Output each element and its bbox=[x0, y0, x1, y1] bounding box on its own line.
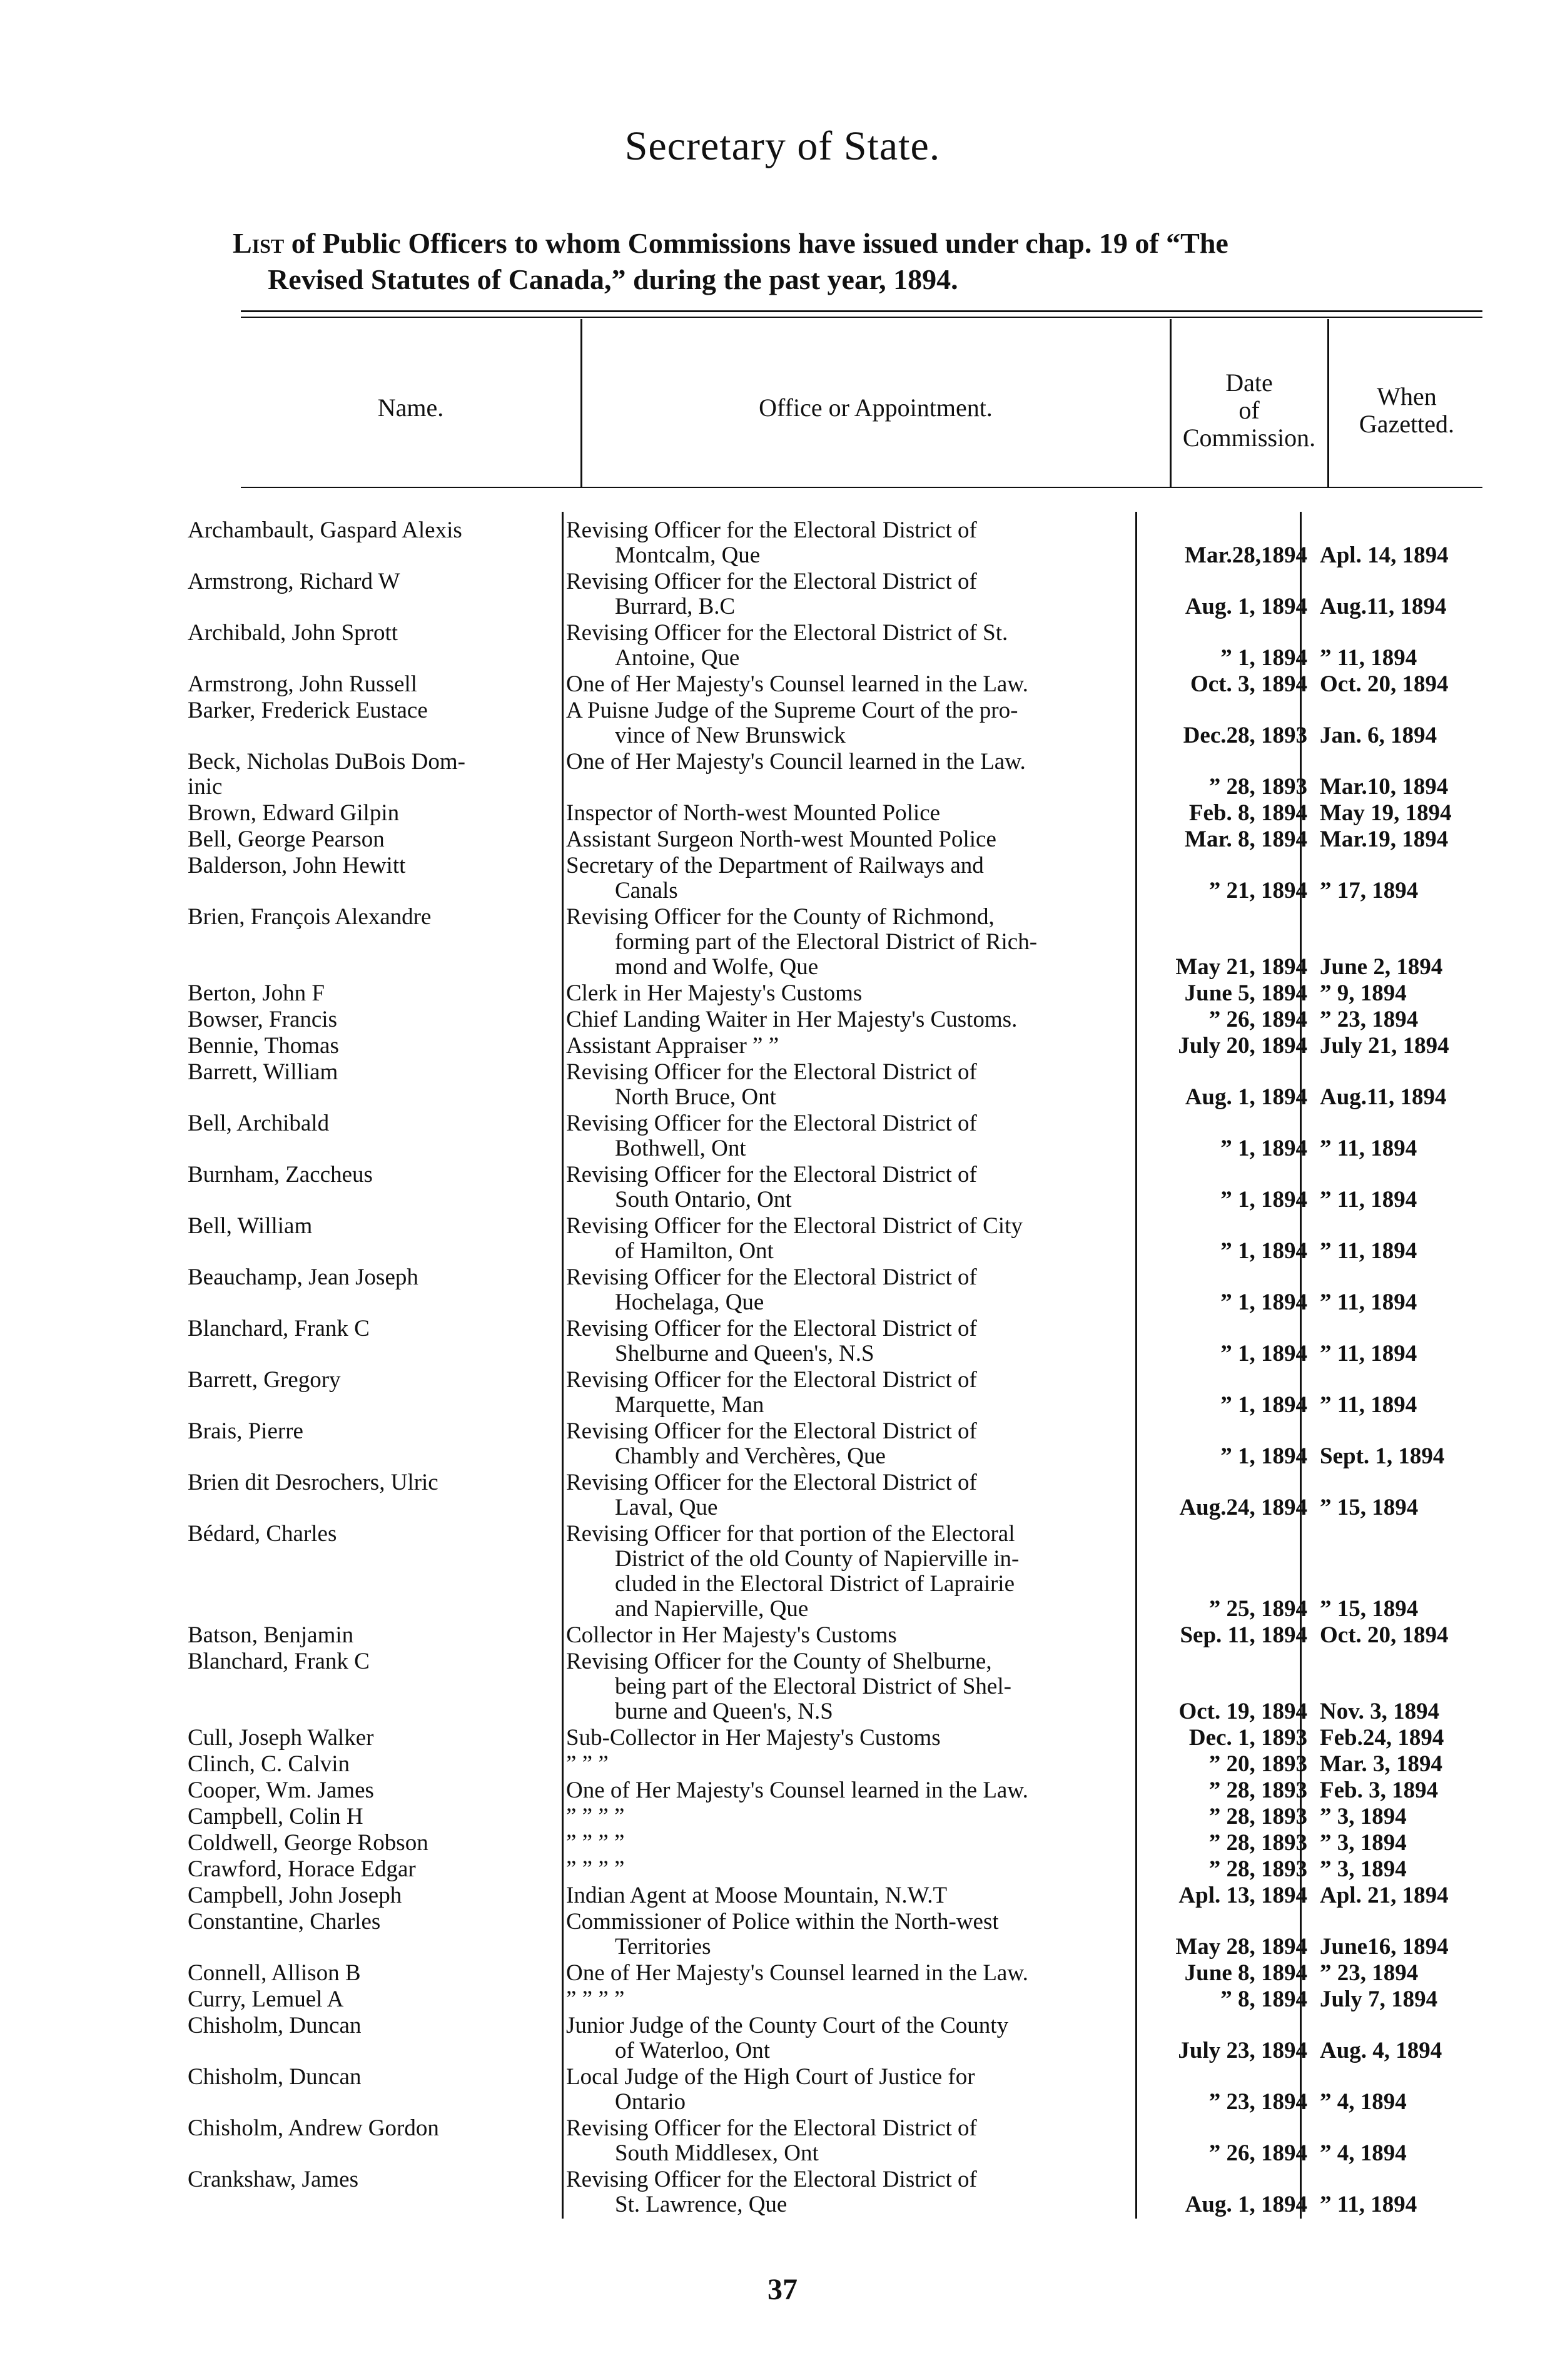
commission-date: ” 25, 1894 bbox=[1208, 1596, 1307, 1622]
office-line: ” ” ” bbox=[566, 1752, 609, 1777]
officer-name-line: Clinch, C. Calvin bbox=[188, 1752, 350, 1777]
officer-name-line: Connell, Allison B bbox=[188, 1961, 361, 1986]
commission-date: ” 21, 1894 bbox=[1208, 878, 1307, 903]
office-line: Revising Officer for the Electoral District of bbox=[566, 1162, 977, 1187]
gazetted-date: Feb.24, 1894 bbox=[1320, 1725, 1444, 1751]
gazetted-date: ” 11, 1894 bbox=[1320, 1289, 1417, 1315]
commission-date: ” 26, 1894 bbox=[1208, 2140, 1307, 2166]
commission-date: May 28, 1894 bbox=[1175, 1934, 1307, 1960]
gazetted-date: ” 11, 1894 bbox=[1320, 2192, 1417, 2217]
office-line: One of Her Majesty's Counsel learned in the Law. bbox=[566, 1961, 1028, 1986]
gazetted-date: July 21, 1894 bbox=[1320, 1033, 1449, 1059]
office-line: Revising Officer for the Electoral District of bbox=[566, 1265, 977, 1290]
gazetted-date: ” 15, 1894 bbox=[1320, 1596, 1419, 1622]
top-rule bbox=[241, 310, 1482, 312]
officer-name bbox=[188, 698, 557, 723]
office-line: Collector in Her Majesty's Customs bbox=[566, 1623, 897, 1648]
office-line: Revising Officer for the Electoral District of bbox=[566, 1316, 977, 1341]
officer-name bbox=[188, 1883, 557, 1908]
commission-date: June 8, 1894 bbox=[1184, 1960, 1307, 1986]
date-header-line-3: Commission. bbox=[1182, 424, 1316, 452]
office-line: Assistant Appraiser ” ” bbox=[566, 1034, 779, 1059]
column-header-date bbox=[1171, 369, 1327, 452]
officer-name-line: inic bbox=[188, 774, 223, 800]
officer-name-line: Berton, John F bbox=[188, 981, 325, 1006]
officer-name-line: Curry, Lemuel A bbox=[188, 1987, 344, 2012]
officer-name bbox=[188, 1368, 557, 1393]
gazetted-date: Aug.11, 1894 bbox=[1320, 594, 1447, 619]
commission-date: ” 28, 1893 bbox=[1208, 774, 1307, 800]
office-line: Revising Officer for the Electoral District of bbox=[566, 569, 977, 594]
officer-name bbox=[188, 672, 557, 697]
officer-name-line: Brown, Edward Gilpin bbox=[188, 801, 400, 826]
office-line: Burrard, B.C bbox=[615, 594, 736, 619]
gazetted-date: Oct. 20, 1894 bbox=[1320, 671, 1449, 697]
office-line: Commissioner of Police within the North-west bbox=[566, 1910, 999, 1935]
officer-name bbox=[188, 750, 557, 800]
office-line: Clerk in Her Majesty's Customs bbox=[566, 981, 863, 1006]
office-line: Revising Officer for the Electoral District of bbox=[566, 1111, 977, 1136]
gazetted-header-line-1: When bbox=[1377, 382, 1437, 410]
body-divider-office bbox=[1135, 512, 1137, 2219]
commission-date: Aug. 1, 1894 bbox=[1185, 1084, 1307, 1110]
gazetted-date: ” 11, 1894 bbox=[1320, 1238, 1417, 1264]
officer-name bbox=[188, 1060, 557, 1085]
gazetted-date: ” 3, 1894 bbox=[1320, 1830, 1407, 1856]
office-line: Canals bbox=[615, 878, 678, 903]
officer-name bbox=[188, 518, 557, 543]
office-line: of Waterloo, Ont bbox=[615, 2038, 771, 2063]
officer-name bbox=[188, 1162, 557, 1187]
gazetted-date: Mar.19, 1894 bbox=[1320, 826, 1449, 852]
commission-date: ” 1, 1894 bbox=[1220, 1289, 1307, 1315]
officer-name-line: Barrett, Gregory bbox=[188, 1368, 341, 1393]
office-line: Revising Officer for that portion of the Electoral bbox=[566, 1522, 1015, 1547]
gazetted-date: ” 11, 1894 bbox=[1320, 645, 1417, 671]
officer-name bbox=[188, 1316, 557, 1341]
office-line: Antoine, Que bbox=[615, 645, 740, 671]
office-line: Revising Officer for the Electoral District of City bbox=[566, 1214, 1023, 1239]
gazetted-date: Aug. 4, 1894 bbox=[1320, 2038, 1442, 2063]
commission-date: ” 26, 1894 bbox=[1208, 1007, 1307, 1032]
officer-name bbox=[188, 2065, 557, 2090]
officer-name-line: Batson, Benjamin bbox=[188, 1623, 354, 1648]
officer-name-line: Bell, Archibald bbox=[188, 1111, 330, 1136]
gazetted-date: Mar.10, 1894 bbox=[1320, 774, 1449, 800]
body-divider-date bbox=[1300, 512, 1302, 2219]
office-line: Revising Officer for the Electoral District of St. bbox=[566, 621, 1008, 646]
office-line: Revising Officer for the County of Richmond, bbox=[566, 905, 995, 930]
office-line: Bothwell, Ont bbox=[615, 1136, 746, 1161]
office-line: Revising Officer for the Electoral District of bbox=[566, 2116, 977, 2141]
commission-date: ” 23, 1894 bbox=[1208, 2089, 1307, 2115]
date-header-line-2: of bbox=[1238, 396, 1260, 424]
office-line: mond and Wolfe, Que bbox=[615, 954, 819, 980]
commission-date: Mar. 8, 1894 bbox=[1185, 826, 1307, 852]
commission-date: June 5, 1894 bbox=[1184, 980, 1307, 1006]
officer-name bbox=[188, 853, 557, 878]
office-line: North Bruce, Ont bbox=[615, 1084, 776, 1110]
commission-date: ” 1, 1894 bbox=[1220, 1238, 1307, 1264]
office-line: A Puisne Judge of the Supreme Court of the pro- bbox=[566, 698, 1018, 723]
office-line: Local Judge of the High Court of Justice for bbox=[566, 2065, 975, 2090]
header-rule bbox=[241, 487, 1482, 488]
officer-name bbox=[188, 1470, 557, 1495]
officer-name bbox=[188, 981, 557, 1006]
commission-date: Aug. 1, 1894 bbox=[1185, 2192, 1307, 2217]
officer-name-line: Chisholm, Andrew Gordon bbox=[188, 2116, 439, 2141]
office-line: being part of the Electoral District of Shel- bbox=[615, 1674, 1011, 1699]
officer-name-line: Bowser, Francis bbox=[188, 1007, 337, 1032]
office-line: Secretary of the Department of Railways and bbox=[566, 853, 984, 878]
office-line: One of Her Majesty's Counsel learned in the Law. bbox=[566, 672, 1028, 697]
gazetted-date: Apl. 14, 1894 bbox=[1320, 542, 1449, 568]
officer-name-line: Cull, Joseph Walker bbox=[188, 1726, 374, 1751]
gazetted-date: ” 23, 1894 bbox=[1320, 1960, 1419, 1986]
office-line: Shelburne and Queen's, N.S bbox=[615, 1341, 874, 1366]
office-line: Revising Officer for the Electoral District of bbox=[566, 1368, 977, 1393]
gazetted-date: Nov. 3, 1894 bbox=[1320, 1699, 1440, 1724]
officer-name-line: Coldwell, George Robson bbox=[188, 1831, 428, 1856]
gazetted-date: Feb. 3, 1894 bbox=[1320, 1777, 1439, 1803]
gazetted-date: ” 23, 1894 bbox=[1320, 1007, 1419, 1032]
gazetted-date: ” 4, 1894 bbox=[1320, 2140, 1407, 2166]
officer-name-line: Balderson, John Hewitt bbox=[188, 853, 406, 878]
officer-name-line: Bennie, Thomas bbox=[188, 1034, 339, 1059]
office-line: St. Lawrence, Que bbox=[615, 2192, 788, 2217]
officer-name bbox=[188, 1961, 557, 1986]
commission-date: ” 1, 1894 bbox=[1220, 1136, 1307, 1161]
commission-date: ” 8, 1894 bbox=[1220, 1986, 1307, 2012]
office-appointment bbox=[566, 750, 1323, 775]
gazetted-date: ” 11, 1894 bbox=[1320, 1392, 1417, 1418]
office-line: ” ” ” ” bbox=[566, 1831, 625, 1856]
office-line: forming part of the Electoral District of Rich- bbox=[615, 929, 1038, 955]
caption-line-2: Revised Statutes of Canada,” during the past year, 1894. bbox=[268, 263, 958, 295]
commission-date: Sep. 11, 1894 bbox=[1180, 1622, 1307, 1648]
officer-name bbox=[188, 827, 557, 852]
commission-date: ” 1, 1894 bbox=[1220, 1392, 1307, 1418]
officer-name bbox=[188, 1034, 557, 1059]
office-line: Assistant Surgeon North-west Mounted Police bbox=[566, 827, 996, 852]
officer-name-line: Crawford, Horace Edgar bbox=[188, 1857, 416, 1882]
officer-name bbox=[188, 1623, 557, 1648]
office-line: Territories bbox=[615, 1934, 711, 1960]
office-line: Revising Officer for the Electoral District of bbox=[566, 1470, 977, 1495]
officer-name bbox=[188, 1857, 557, 1882]
officer-name-line: Archibald, John Sprott bbox=[188, 621, 398, 646]
officer-name bbox=[188, 1007, 557, 1032]
body-divider-name bbox=[562, 512, 564, 2219]
gazetted-date: ” 11, 1894 bbox=[1320, 1136, 1417, 1161]
commission-date: Feb. 8, 1894 bbox=[1188, 800, 1307, 826]
officer-name bbox=[188, 1752, 557, 1777]
office-line: Revising Officer for the Electoral District of bbox=[566, 1060, 977, 1085]
office-line: Inspector of North-west Mounted Police bbox=[566, 801, 941, 826]
gazetted-date: Sept. 1, 1894 bbox=[1320, 1443, 1445, 1469]
gazetted-date: ” 15, 1894 bbox=[1320, 1495, 1419, 1520]
commission-date: Aug. 1, 1894 bbox=[1185, 594, 1307, 619]
gazetted-date: ” 4, 1894 bbox=[1320, 2089, 1407, 2115]
office-line: Chambly and Verchères, Que bbox=[615, 1443, 886, 1469]
commission-date: Mar.28,1894 bbox=[1185, 542, 1307, 568]
office-line: South Middlesex, Ont bbox=[615, 2140, 819, 2166]
office-line: Chief Landing Waiter in Her Majesty's Customs. bbox=[566, 1007, 1018, 1032]
officer-name bbox=[188, 2013, 557, 2038]
commission-date: Dec. 1, 1893 bbox=[1188, 1725, 1307, 1751]
officer-name-line: Beauchamp, Jean Joseph bbox=[188, 1265, 418, 1290]
gazetted-date: June 2, 1894 bbox=[1320, 954, 1443, 980]
officer-name-line: Burnham, Zaccheus bbox=[188, 1162, 373, 1187]
office-line: of Hamilton, Ont bbox=[615, 1238, 774, 1264]
commission-date: ” 1, 1894 bbox=[1220, 645, 1307, 671]
officer-name-line: Chisholm, Duncan bbox=[188, 2065, 362, 2090]
gazetted-date: Mar. 3, 1894 bbox=[1320, 1751, 1442, 1777]
commission-date: Aug.24, 1894 bbox=[1179, 1495, 1307, 1520]
officer-name bbox=[188, 1726, 557, 1751]
officer-name-line: Brien, François Alexandre bbox=[188, 905, 432, 930]
officer-name-line: Campbell, John Joseph bbox=[188, 1883, 402, 1908]
top-rule-2 bbox=[241, 317, 1482, 318]
gazetted-date: Oct. 20, 1894 bbox=[1320, 1622, 1449, 1648]
office-line: Marquette, Man bbox=[615, 1392, 764, 1418]
officer-name bbox=[188, 2116, 557, 2141]
officer-name-line: Cooper, Wm. James bbox=[188, 1778, 374, 1803]
officer-name bbox=[188, 1910, 557, 1935]
office-line: Revising Officer for the County of Shelburne, bbox=[566, 1649, 992, 1674]
office-line: Montcalm, Que bbox=[615, 542, 761, 568]
officer-name bbox=[188, 621, 557, 646]
officer-name-line: Blanchard, Frank C bbox=[188, 1316, 370, 1341]
caption-text: of Public Officers to whom Commissions have issued under chap. 19 of “The bbox=[284, 227, 1228, 259]
commission-date: ” 1, 1894 bbox=[1220, 1187, 1307, 1213]
gazetted-date: May 19, 1894 bbox=[1320, 800, 1452, 826]
officer-name bbox=[188, 1804, 557, 1829]
office-line: ” ” ” ” bbox=[566, 1857, 625, 1882]
commission-date: July 23, 1894 bbox=[1178, 2038, 1307, 2063]
commission-date: ” 20, 1893 bbox=[1208, 1751, 1307, 1777]
officer-name bbox=[188, 1419, 557, 1444]
officer-name-line: Armstrong, Richard W bbox=[188, 569, 400, 594]
gazetted-date: July 7, 1894 bbox=[1320, 1986, 1438, 2012]
commission-date: ” 28, 1893 bbox=[1208, 1856, 1307, 1882]
commission-date: Dec.28, 1893 bbox=[1183, 723, 1307, 748]
office-line: Revising Officer for the Electoral District of bbox=[566, 2167, 977, 2192]
office-line: and Napierville, Que bbox=[615, 1596, 809, 1622]
commission-date: ” 1, 1894 bbox=[1220, 1443, 1307, 1469]
officer-name bbox=[188, 1778, 557, 1803]
gazetted-date: ” 3, 1894 bbox=[1320, 1804, 1407, 1829]
officer-name-line: Barker, Frederick Eustace bbox=[188, 698, 428, 723]
gazetted-date: ” 3, 1894 bbox=[1320, 1856, 1407, 1882]
gazetted-date: ” 11, 1894 bbox=[1320, 1187, 1417, 1213]
commission-date: ” 1, 1894 bbox=[1220, 1341, 1307, 1366]
commission-date: May 21, 1894 bbox=[1175, 954, 1307, 980]
officer-name-line: Blanchard, Frank C bbox=[188, 1649, 370, 1674]
office-line: Revising Officer for the Electoral District of bbox=[566, 518, 977, 543]
officer-name-line: Armstrong, John Russell bbox=[188, 672, 417, 697]
officer-name-line: Chisholm, Duncan bbox=[188, 2013, 362, 2038]
office-line: Hochelaga, Que bbox=[615, 1289, 764, 1315]
office-line: Ontario bbox=[615, 2089, 686, 2115]
commission-date: Oct. 3, 1894 bbox=[1190, 671, 1307, 697]
officer-name-line: Brais, Pierre bbox=[188, 1419, 303, 1444]
office-line: Laval, Que bbox=[615, 1495, 718, 1520]
officer-name-line: Archambault, Gaspard Alexis bbox=[188, 518, 462, 543]
column-header-office: Office or Appointment. bbox=[759, 394, 993, 422]
commission-date: ” 28, 1893 bbox=[1208, 1830, 1307, 1856]
commission-date: Apl. 13, 1894 bbox=[1178, 1883, 1307, 1908]
column-header-gazetted bbox=[1329, 383, 1485, 438]
officer-name-line: Brien dit Desrochers, Ulric bbox=[188, 1470, 438, 1495]
officer-name bbox=[188, 1265, 557, 1290]
officer-name bbox=[188, 1649, 557, 1674]
office-line: ” ” ” ” bbox=[566, 1804, 625, 1829]
date-header-line-1: Date bbox=[1225, 369, 1273, 397]
officer-name-line: Beck, Nicholas DuBois Dom- bbox=[188, 750, 465, 775]
office-line: South Ontario, Ont bbox=[615, 1187, 792, 1213]
office-line: vince of New Brunswick bbox=[615, 723, 846, 748]
officer-name bbox=[188, 801, 557, 826]
office-line: District of the old County of Napierville in- bbox=[615, 1546, 1020, 1572]
gazetted-date: Jan. 6, 1894 bbox=[1320, 723, 1437, 748]
office-line: cluded in the Electoral District of Laprairie bbox=[615, 1571, 1015, 1597]
column-header-name: Name. bbox=[377, 394, 444, 422]
officer-name bbox=[188, 1214, 557, 1239]
officer-name bbox=[188, 569, 557, 594]
officer-name bbox=[188, 905, 557, 930]
officer-name-line: Campbell, Colin H bbox=[188, 1804, 363, 1829]
table-caption bbox=[233, 225, 1484, 298]
gazetted-date: Apl. 21, 1894 bbox=[1320, 1883, 1449, 1908]
gazetted-header-line-2: Gazetted. bbox=[1359, 410, 1455, 438]
office-line: Revising Officer for the Electoral District of bbox=[566, 1419, 977, 1444]
gazetted-date: June16, 1894 bbox=[1320, 1934, 1449, 1960]
commission-date: Oct. 19, 1894 bbox=[1178, 1699, 1307, 1724]
officer-name-line: Barrett, William bbox=[188, 1060, 338, 1085]
caption-lead: List bbox=[233, 227, 285, 259]
page-title: Secretary of State. bbox=[624, 123, 941, 169]
officer-name bbox=[188, 2167, 557, 2192]
office-line: ” ” ” ” bbox=[566, 1987, 625, 2012]
office-line: burne and Queen's, N.S bbox=[615, 1699, 833, 1724]
commission-date: ” 28, 1893 bbox=[1208, 1804, 1307, 1829]
gazetted-date: Aug.11, 1894 bbox=[1320, 1084, 1447, 1110]
officer-name-line: Crankshaw, James bbox=[188, 2167, 358, 2192]
gazetted-date: ” 17, 1894 bbox=[1320, 878, 1419, 903]
office-line: One of Her Majesty's Council learned in the Law. bbox=[566, 750, 1026, 775]
office-line: Sub-Collector in Her Majesty's Customs bbox=[566, 1726, 941, 1751]
officer-name-line: Bell, William bbox=[188, 1214, 313, 1239]
gazetted-date: ” 9, 1894 bbox=[1320, 980, 1407, 1006]
office-line: One of Her Majesty's Counsel learned in the Law. bbox=[566, 1778, 1028, 1803]
officer-name-line: Constantine, Charles bbox=[188, 1910, 381, 1935]
officer-name bbox=[188, 1831, 557, 1856]
officer-name bbox=[188, 1522, 557, 1547]
commission-date: July 20, 1894 bbox=[1178, 1033, 1307, 1059]
officer-name-line: Bédard, Charles bbox=[188, 1522, 337, 1547]
page-number: 37 bbox=[767, 2273, 798, 2306]
officer-name bbox=[188, 1111, 557, 1136]
office-line: Junior Judge of the County Court of the County bbox=[566, 2013, 1009, 2038]
officer-name bbox=[188, 1987, 557, 2012]
gazetted-date: ” 11, 1894 bbox=[1320, 1341, 1417, 1366]
office-line: Indian Agent at Moose Mountain, N.W.T bbox=[566, 1883, 948, 1908]
officer-name-line: Bell, George Pearson bbox=[188, 827, 385, 852]
commission-date: ” 28, 1893 bbox=[1208, 1777, 1307, 1803]
